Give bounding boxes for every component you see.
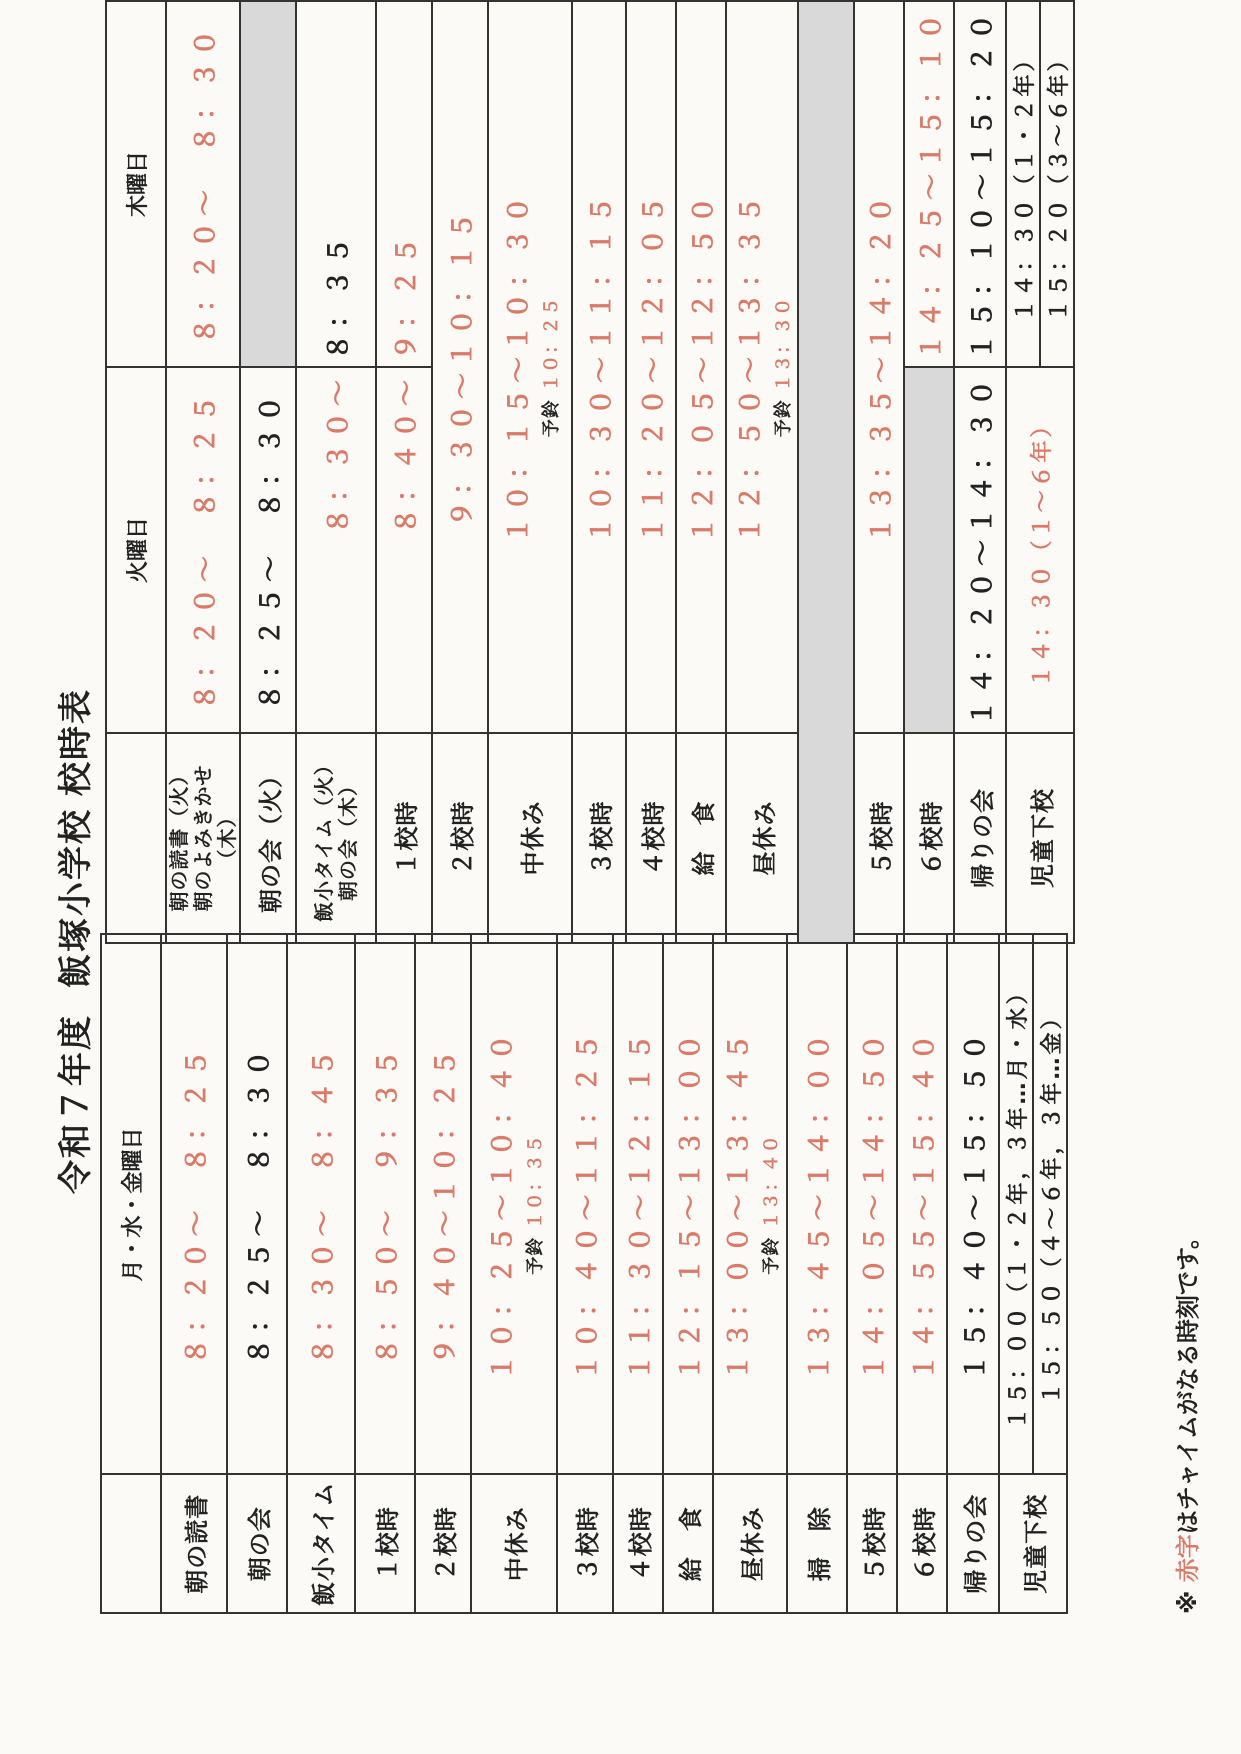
dismissal-label: 児童下校 <box>999 1474 1067 1613</box>
row-label: ３校時 <box>572 733 626 943</box>
row-time-thu: １４：２５〜１５：１０ <box>904 1 954 367</box>
note-rest: はチャイムがなる時刻です。 <box>1174 1224 1202 1535</box>
bell-label: 予鈴 <box>540 399 562 438</box>
bell-label: 予鈴 <box>760 1236 782 1275</box>
row-time: １１：２０〜１２：０５ <box>626 1 676 733</box>
row-label: ４校時 <box>613 1474 663 1613</box>
footnote <box>1168 1225 1203 1614</box>
dismissal-label: 児童下校 <box>1006 733 1074 943</box>
row-time-main: １２：５０〜１３：３５ <box>735 191 766 544</box>
row-label: ５校時 <box>854 733 904 943</box>
page-title <box>48 688 97 1194</box>
header-corner <box>106 733 166 943</box>
bell-value: １０：３５ <box>524 1134 546 1230</box>
row-time: ９：４０〜１０：２５ <box>415 934 471 1474</box>
row-time: ８：２０〜 ８：２５ <box>161 934 227 1474</box>
row-time-thu: ８：３５ <box>296 1 376 367</box>
schedule-table-tue-thu <box>105 0 1075 944</box>
dismissal-time: １５：００（１・２年，３年…月・水） <box>999 934 1033 1474</box>
row-time-tue: ８：３０〜 <box>296 367 376 733</box>
bell-value: １３：３０ <box>772 296 794 392</box>
row-time-tue-empty <box>904 367 954 733</box>
row-label: ２校時 <box>432 733 488 943</box>
row-label: 飯小タイム <box>287 1474 355 1613</box>
row-time: １４：０５〜１４：５０ <box>847 934 897 1474</box>
row-label: 朝の会（火） <box>240 733 296 943</box>
row-time <box>432 1 488 733</box>
row-time-thu: １５：１０〜１５：２０ <box>954 1 1006 367</box>
row-time: １０：４０〜１１：２５ <box>557 934 613 1474</box>
row-time-main: １０：２５〜１０：４０ <box>487 1028 518 1381</box>
schedule-table-mon-wed-fri <box>100 933 1068 1614</box>
header-day: 月・水・金曜日 <box>101 934 161 1474</box>
header-corner <box>101 1474 161 1613</box>
bell-time <box>769 8 795 726</box>
row-label: 昼休み <box>713 1474 787 1613</box>
bell-value: １０：２５ <box>540 296 562 392</box>
title-doc: 校時表 <box>56 688 96 796</box>
row-time: ８：５０〜 ９：３５ <box>355 934 415 1474</box>
row-time: １３：３５〜１４：２０ <box>854 1 904 733</box>
row-label: １校時 <box>376 733 432 943</box>
row-time: １４：５５〜１５：４０ <box>897 934 947 1474</box>
bell-label: 予鈴 <box>772 399 794 438</box>
bell-time <box>521 941 547 1467</box>
row-label: １校時 <box>355 1474 415 1613</box>
bell-label: 予鈴 <box>524 1236 546 1275</box>
dismissal-time: １５：５０（４〜６年，３年…金） <box>1033 934 1067 1474</box>
row-time <box>713 934 787 1474</box>
row-time-thu: ８：２０〜 ８：３０ <box>166 1 240 367</box>
row-label: ２校時 <box>415 1474 471 1613</box>
row-time <box>726 1 798 733</box>
row-label: 中休み <box>471 1474 557 1613</box>
row-time <box>488 1 572 733</box>
row-time: １１：３０〜１２：１５ <box>613 934 663 1474</box>
header-thu: 木曜日 <box>106 1 166 367</box>
row-label: ４校時 <box>626 733 676 943</box>
dismissal-tue: １４：３０（１〜６年） <box>1006 367 1074 733</box>
row-time-tue: ８：４０〜 <box>376 367 432 733</box>
row-time: １０：３０〜１１：１５ <box>572 1 626 733</box>
row-time-thu: ９：２５ <box>376 1 432 367</box>
row-label: 給 食 <box>663 1474 713 1613</box>
bell-time <box>537 8 563 726</box>
row-label: 給 食 <box>676 733 726 943</box>
row-label: 朝の読書 <box>161 1474 227 1613</box>
bell-time <box>757 941 783 1467</box>
row-label: ３校時 <box>557 1474 613 1613</box>
title-school: 飯塚小学校 <box>56 808 96 988</box>
title-year: 令和７年度 <box>56 1014 96 1194</box>
dismissal-thu: １５：２０（３〜６年） <box>1040 1 1074 367</box>
row-time: １２：１５〜１３：００ <box>663 934 713 1474</box>
row-label: ５校時 <box>847 1474 897 1613</box>
row-label: 昼休み <box>726 733 798 943</box>
row-time-tue: ８：２０〜 ８：２５ <box>166 367 240 733</box>
bell-value: １３：４０ <box>760 1134 782 1230</box>
row-time: ８：３０〜 ８：４５ <box>287 934 355 1474</box>
note-red-word: 赤字 <box>1174 1534 1202 1583</box>
header-tue: 火曜日 <box>106 367 166 733</box>
row-time: １３：４５〜１４：００ <box>787 934 847 1474</box>
row-label: 朝の読書（火） 朝のよみきかせ（木） <box>166 733 240 943</box>
row-time-thu-empty <box>240 1 296 367</box>
row-time-main: １０：１５〜１０：３０ <box>503 191 534 544</box>
row-time-tue: １４：２０〜１４：３０ <box>954 367 1006 733</box>
row-label: 飯小タイム（火） 朝の会（木） <box>296 733 376 943</box>
time-start: ９：３０〜１０：１５ <box>447 207 478 528</box>
dismissal-thu: １４：３０（１・２年） <box>1006 1 1040 367</box>
row-empty-gray <box>798 1 854 943</box>
row-time: １２：０５〜１２：５０ <box>676 1 726 733</box>
row-label: ６校時 <box>904 733 954 943</box>
row-time <box>471 934 557 1474</box>
row-time-main: １３：００〜１３：４５ <box>723 1028 754 1381</box>
row-label: 中休み <box>488 733 572 943</box>
note-mark: ※ <box>1174 1590 1202 1614</box>
row-label: 掃 除 <box>787 1474 847 1613</box>
row-label: 帰りの会 <box>954 733 1006 943</box>
row-time-tue: ８：２５〜 ８：３０ <box>240 367 296 733</box>
row-label: 朝の会 <box>227 1474 287 1613</box>
row-label: 帰りの会 <box>947 1474 999 1613</box>
row-label: ６校時 <box>897 1474 947 1613</box>
row-time: １５：４０〜１５：５０ <box>947 934 999 1474</box>
row-time: ８：２５〜 ８：３０ <box>227 934 287 1474</box>
